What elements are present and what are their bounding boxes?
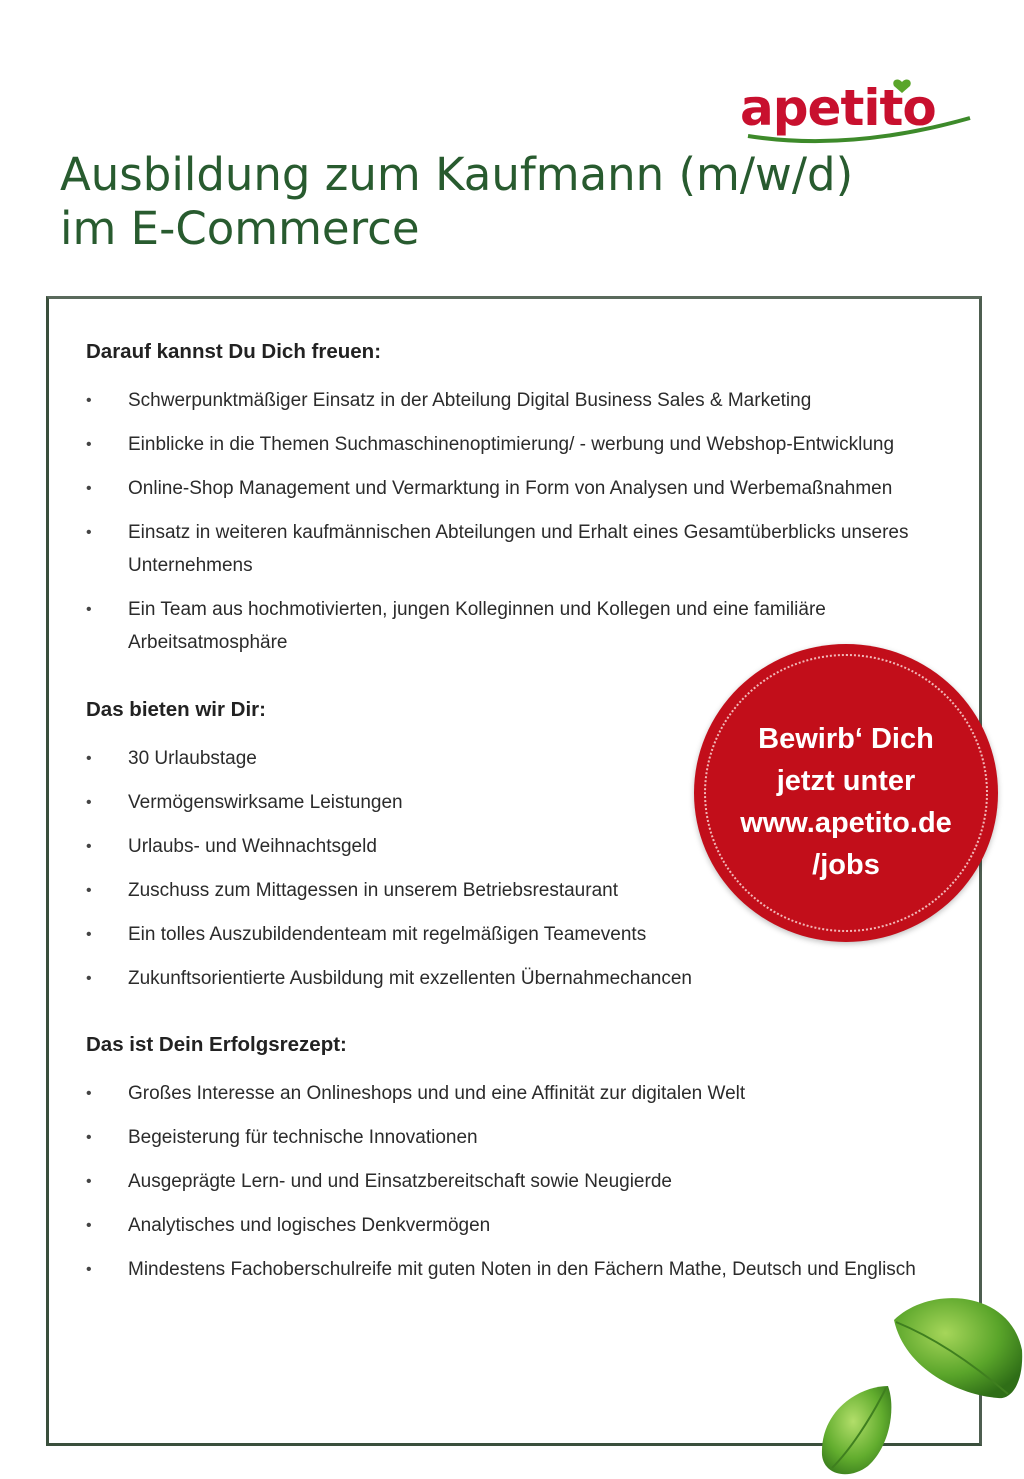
bullet-icon: •: [86, 480, 92, 497]
list-item: • Großes Interesse an Onlineshops und und eine Affinität zur digitalen Welt: [86, 1077, 986, 1110]
bullet-icon: •: [86, 1261, 92, 1278]
bullet-icon: •: [86, 926, 92, 943]
list-item: • 30 Urlaubstage: [86, 742, 986, 775]
bullet-icon: •: [86, 970, 92, 987]
list-freuen: [86, 384, 986, 670]
list-item: • Einblicke in die Themen Suchmaschinenoptimierung/ - werbung und Webshop-Entwicklung: [86, 428, 986, 461]
badge-line-2: jetzt unter: [776, 765, 916, 797]
section-heading-bieten: Das bieten wir Dir:: [86, 698, 266, 721]
list-item: • Zukunftsorientierte Ausbildung mit exzellenten Übernahmechancen: [86, 962, 986, 995]
list-item: • Einsatz in weiteren kaufmännischen Abteilungen und Erhalt eines Gesamtüberblicks unseres Unternehmens: [86, 516, 958, 582]
list-item: • Analytisches und logisches Denkvermögen: [86, 1209, 986, 1242]
apetito-logo: [740, 78, 975, 150]
badge-text[interactable]: [694, 718, 998, 886]
badge-link-path[interactable]: /jobs: [812, 849, 880, 881]
section-heading-freuen: Darauf kannst Du Dich freuen:: [86, 340, 382, 363]
list-item: • Vermögenswirksame Leistungen: [86, 786, 986, 819]
bullet-icon: •: [86, 601, 92, 618]
list-erfolgsrezept: [86, 1077, 986, 1297]
bullet-icon: •: [86, 794, 92, 811]
list-item: • Ausgeprägte Lern- und und Einsatzbereitschaft sowie Neugierde: [86, 1165, 986, 1198]
list-item: • Ein tolles Auszubildendenteam mit regelmäßigen Teamevents: [86, 918, 986, 951]
bullet-icon: •: [86, 750, 92, 767]
list-item: • Ein Team aus hochmotivierten, jungen Kolleginnen und Kollegen und eine familiäre Arbeitsatmosphäre: [86, 593, 958, 659]
logo-text: apetito: [740, 79, 936, 137]
page-title: [60, 148, 853, 256]
bullet-icon: •: [86, 392, 92, 409]
bullet-icon: •: [86, 1129, 92, 1146]
title-line-2: im E-Commerce: [60, 202, 420, 255]
apply-badge[interactable]: [694, 644, 998, 942]
badge-line-1: Bewirb‘ Dich: [758, 723, 934, 755]
badge-link-url[interactable]: www.apetito.de: [740, 807, 952, 839]
section-heading-erfolgsrezept: Das ist Dein Erfolgsrezept:: [86, 1033, 347, 1056]
list-item: • Online-Shop Management und Vermarktung in Form von Analysen und Werbemaßnahmen: [86, 472, 986, 505]
basil-leaves-icon: [810, 1290, 1024, 1479]
bullet-icon: •: [86, 436, 92, 453]
list-item: • Schwerpunktmäßiger Einsatz in der Abteilung Digital Business Sales & Marketing: [86, 384, 986, 417]
list-item: • Zuschuss zum Mittagessen in unserem Betriebsrestaurant: [86, 874, 986, 907]
list-item: • Begeisterung für technische Innovationen: [86, 1121, 986, 1154]
list-item: • Mindestens Fachoberschulreife mit guten Noten in den Fächern Mathe, Deutsch und Englisch: [86, 1253, 958, 1286]
bullet-icon: •: [86, 524, 92, 541]
bullet-icon: •: [86, 838, 92, 855]
title-line-1: Ausbildung zum Kaufmann (m/w/d): [60, 148, 854, 201]
list-item: • Urlaubs- und Weihnachtsgeld: [86, 830, 986, 863]
bullet-icon: •: [86, 1085, 92, 1102]
bullet-icon: •: [86, 1173, 92, 1190]
bullet-icon: •: [86, 1217, 92, 1234]
bullet-icon: •: [86, 882, 92, 899]
